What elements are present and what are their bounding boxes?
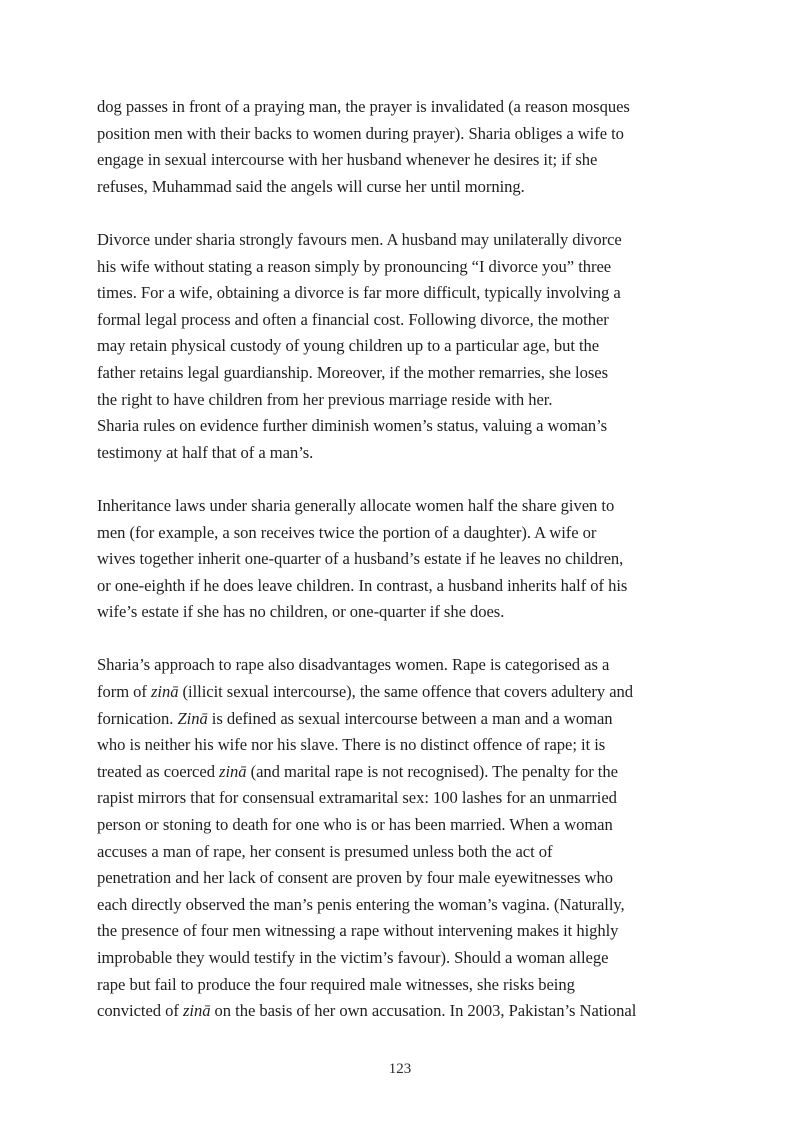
- paragraph-4: [97, 652, 707, 1024]
- text-line: Sharia’s approach to rape also disadvantages women. Rape is categorised as a: [97, 655, 610, 675]
- text-line: rape but fail to produce the four required male witnesses, she risks being: [97, 974, 575, 994]
- text-line: Sharia rules on evidence further diminish women’s status, valuing a woman’s: [97, 416, 608, 436]
- text-line: treated as coerced zinā (and marital rape is not recognised). The penalty for the: [97, 761, 618, 781]
- text-line: the presence of four men witnessing a rape without intervening makes it highly: [97, 921, 619, 941]
- text-line: the right to have children from her previous marriage reside with her.: [97, 389, 553, 409]
- paragraph-2: [97, 227, 707, 466]
- body-text: [97, 94, 707, 1025]
- text-line: convicted of zinā on the basis of her own accusation. In 2003, Pakistan’s National: [97, 1001, 637, 1021]
- text-line: may retain physical custody of young children up to a particular age, but the: [97, 336, 600, 356]
- text-line: person or stoning to death for one who is or has been married. When a woman: [97, 815, 613, 835]
- italic-term: Zinā: [177, 708, 208, 728]
- text-line: engage in sexual intercourse with her husband whenever he desires it; if she: [97, 150, 598, 170]
- italic-term: zinā: [150, 682, 179, 702]
- text-line: rapist mirrors that for consensual extramarital sex: 100 lashes for an unmarried: [97, 788, 617, 808]
- text-line: father retains legal guardianship. Moreover, if the mother remarries, she loses: [97, 362, 608, 382]
- text-line: wives together inherit one-quarter of a husband’s estate if he leaves no children,: [97, 549, 624, 569]
- text-line: or one-eighth if he does leave children. In contrast, a husband inherits half of his: [97, 575, 628, 595]
- text-line: formal legal process and often a financial cost. Following divorce, the mother: [97, 309, 609, 329]
- text-line: testimony at half that of a man’s.: [97, 442, 314, 462]
- text-line: Divorce under sharia strongly favours men. A husband may unilaterally divorce: [97, 229, 622, 249]
- text-line: men (for example, a son receives twice the portion of a daughter). A wife or: [97, 522, 597, 542]
- text-line: fornication. Zinā is defined as sexual intercourse between a man and a woman: [97, 708, 613, 728]
- paragraph-1: [97, 94, 707, 200]
- text-line: accuses a man of rape, her consent is presumed unless both the act of: [97, 841, 553, 861]
- text-line: Inheritance laws under sharia generally allocate women half the share given to: [97, 495, 615, 515]
- text-line: who is neither his wife nor his slave. There is no distinct offence of rape; it is: [97, 735, 606, 755]
- text-line: refuses, Muhammad said the angels will curse her until morning.: [97, 176, 525, 196]
- page-number: 123: [388, 1061, 412, 1077]
- text-line: wife’s estate if she has no children, or one-quarter if she does.: [97, 602, 505, 622]
- text-line: improbable they would testify in the victim’s favour). Should a woman allege: [97, 948, 609, 967]
- text-line: penetration and her lack of consent are proven by four male eyewitnesses who: [97, 868, 613, 888]
- text-line: each directly observed the man’s penis entering the woman’s vagina. (Naturally,: [97, 894, 625, 914]
- text-line: dog passes in front of a praying man, the prayer is invalidated (a reason mosques: [97, 97, 630, 116]
- italic-term: zinā: [182, 1001, 211, 1021]
- paragraph-gap: [97, 466, 707, 493]
- text-line: times. For a wife, obtaining a divorce is far more difficult, typically involving a: [97, 283, 621, 303]
- text-line: form of zinā (illicit sexual intercourse), the same offence that covers adultery and: [97, 682, 633, 702]
- italic-term: zinā: [219, 761, 247, 781]
- text-line: position men with their backs to women during prayer). Sharia obliges a wife to: [97, 123, 624, 143]
- paragraph-gap: [97, 626, 707, 653]
- text-line: his wife without stating a reason simply by pronouncing “I divorce you” three: [97, 256, 612, 276]
- paragraph-3: [97, 493, 707, 626]
- paragraph-gap: [97, 200, 707, 227]
